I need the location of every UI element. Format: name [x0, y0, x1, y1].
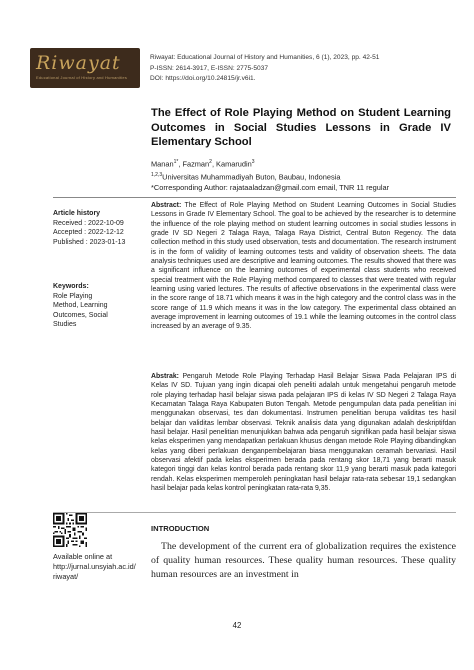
corresponding-author: *Corresponding Author: rajataaladzan@gmail.com email, TNR 11 regular	[151, 182, 390, 192]
article-history	[53, 209, 125, 247]
journal-url-link[interactable]: riwayat/	[53, 571, 79, 581]
journal-url-link[interactable]: http://jurnal.unsyiah.ac.id/	[53, 561, 136, 571]
citation-line: Riwayat: Educational Journal of History and Humanities, 6 (1), 2023, pp. 42-51	[150, 54, 380, 61]
page-number: 42	[232, 621, 242, 630]
doi-link[interactable]: DOI: https://doi.org/10.24815/jr.v6i1.	[150, 75, 256, 82]
journal-meta	[150, 53, 450, 85]
section-heading-introduction: INTRODUCTION	[151, 524, 210, 533]
abstract-text: The Effect of Role Playing Method on Student Learning Outcomes in Social Studies Lessons in Grade IV Elementary School. The goal to be achieved by the researcher is to determine the influence of the role playing method on student learning outcomes in social studies lessons in grade IV SD Negeri 2 Talaga Raya, Talaga Raya District, Central Buton Regency. The data collection method in this study used observation, tests and documentation. The research instrument is in the form of validity of learning outcomes tests and validity of observation sheets. The data analysis techniques used are descriptive and learning outcomes. The results showed that there was a significant influence on the learning outcomes of experimental class students who received special treatment with the Role Playing method compared to classes that were treated with regular learning using varied lectures. The results of affective observations in the experimental class were in the score range of 18.71 which means it was in the high category and the control class was in the score range of 11.9 which means it was in the low category. The experimental class obtained an average improvement in learning outcomes of 19.1 while the learning outcomes in the control class increased by an average of 9.35.	[151, 202, 456, 331]
accepted-date: Accepted : 2022-12-12	[53, 229, 124, 237]
author-names: Manan$^{1*}$, Fazman$^2$, Kamarudin$^3$	[151, 159, 255, 169]
author-affiliation: $^{1,2,3}$Universitas Muhammadiyah Buton, Baubau, Indonesia	[151, 171, 341, 182]
article-title: The Effect of Role Playing Method on Student Learning Outcomes in Social Studies Lessons in Grade IV Elementary School	[151, 107, 451, 148]
keywords-line: Studies	[53, 321, 77, 329]
available-online-label: Available online at	[53, 552, 113, 561]
keywords-line: Role Playing	[53, 292, 93, 300]
introduction-text: The development of the current era of globalization requires the existence of quality human resources. These quality human resources. These quality human resources are an investment in	[151, 541, 456, 580]
published-date: Published : 2023-01-13	[53, 238, 126, 246]
keywords-line: Outcomes, Social	[53, 311, 108, 319]
author-block	[151, 157, 456, 193]
received-date: Received : 2022-10-09	[53, 219, 124, 227]
qr-code-icon[interactable]	[53, 513, 87, 547]
keywords-heading: Keywords:	[53, 283, 89, 290]
divider-bottom	[53, 512, 456, 513]
logo-tagline: Educational Journal of History and Humanities	[36, 75, 128, 80]
divider-top	[53, 197, 456, 198]
abstract-english	[151, 201, 456, 332]
journal-logo	[30, 48, 140, 88]
keywords-line: Method, Learning	[53, 302, 108, 310]
abstract-indonesian	[151, 372, 456, 493]
article-history-heading: Article history	[53, 210, 101, 217]
logo-wordmark: Riwayat	[36, 52, 121, 74]
abstrak-label: Abstrak:	[151, 373, 179, 380]
abstrak-text: Pengaruh Metode Role Playing Terhadap Hasil Belajar Siswa Pada Pelajaran IPS di Kelas IV SD. Tujuan yang ingin dicapai oleh peneliti adalah untuk mengetahui pengaruh metode role playing terhadap hasil belajar siswa pada pelajaran IPS di kelas IV SD Negeri 2 Talaga Raya Kecamatan Talaga Raya Kabupaten Buton Tengah. Metode pengumpulan data pada penelitian ini menggunakan observasi, tes dan dokumentasi. Instrumen penelitian berupa validitas tes hasil belajar dan validitas lembar observasi. Teknik analisis data yang digunakan adalah deskriptifdan hasil belajar. Hasil penelitian menunjukkan bahwa ada pengaruh signifikan pada hasil belajar siswa kelas eksperimen yang mendapatkan perlakuan khusus dengan metode Role Playing dibandingkan kelas yang diberi perlakuan denganpembelajaran biasa menggunakan ceramah bervariasi. Hasil observasi afektif pada kelas eksperimen berada pada rentang skor 18,71 yang berarti masuk kategori tinggi dan kelas kontrol berada pada rentang skor 11,9 yang berarti masuk pada kategori rendah. Kelas eksperimen memperoleh peningkatan hasil belajar rata-rata sebesar 19,1 sedangkan hasil belajar pada kelas kontrol peningkatan rata-rata 9,35.	[151, 373, 456, 493]
abstract-label: Abstract:	[151, 202, 182, 209]
keywords-block	[53, 282, 108, 330]
issn-line: P-ISSN: 2614-3917, E-ISSN: 2775-5037	[150, 64, 269, 72]
availability-block	[53, 552, 136, 581]
